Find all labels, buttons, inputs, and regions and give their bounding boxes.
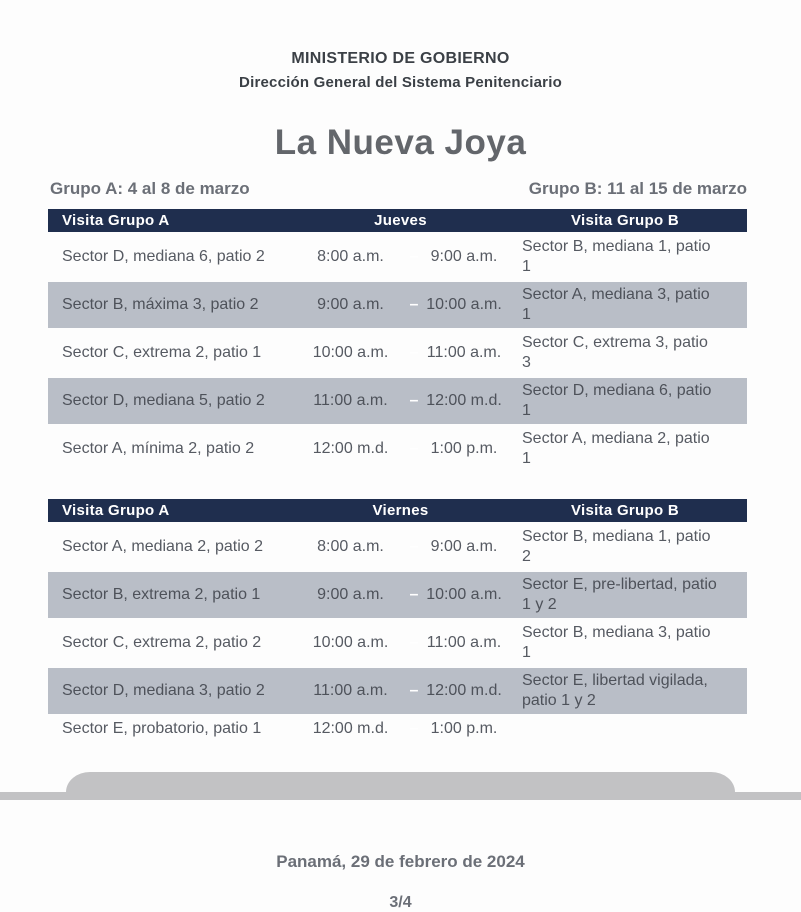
time-separator: – — [409, 344, 419, 361]
column-header-day: Jueves — [374, 212, 427, 229]
group-b-cell: Sector B, mediana 1, patio 1 — [522, 238, 711, 275]
group-b-cell: Sector E, pre-libertad, patio 1 y 2 — [522, 576, 717, 613]
schedule-row — [48, 714, 747, 742]
group-a-cell: Sector E, probatorio, patio 1 — [62, 720, 262, 737]
group-b-cell: Sector B, mediana 1, patio 2 — [522, 528, 711, 565]
end-time-cell: 1:00 p.m. — [430, 720, 498, 737]
time-separator: – — [409, 392, 419, 409]
start-time-cell: 12:00 m.d. — [312, 440, 389, 457]
table-body — [48, 232, 747, 472]
schedule-table-jueves — [48, 209, 747, 472]
schedule-table-viernes — [48, 499, 747, 742]
group-b-cell: Sector D, mediana 6, patio 1 — [522, 382, 712, 419]
group-b-range-label: Grupo B: 11 al 15 de marzo — [528, 179, 747, 198]
table-body — [48, 522, 747, 742]
time-separator: – — [409, 586, 419, 603]
start-time-cell: 8:00 a.m. — [317, 538, 384, 555]
table-header-row — [48, 499, 747, 522]
group-b-cell: Sector A, mediana 3, patio 1 — [522, 286, 710, 323]
schedule-row — [48, 328, 747, 376]
group-a-cell: Sector B, extrema 2, patio 1 — [62, 586, 261, 603]
time-separator: – — [409, 440, 419, 457]
start-time-cell: 9:00 a.m. — [317, 296, 384, 313]
column-header-visita-grupo-a: Visita Grupo A — [62, 502, 170, 519]
start-time-cell: 11:00 a.m. — [313, 682, 388, 699]
page-title: La Nueva Joya — [274, 123, 527, 162]
schedule-row — [48, 666, 747, 714]
footer-date: Panamá, 29 de febrero de 2024 — [276, 852, 525, 871]
column-header-day: Viernes — [372, 502, 429, 519]
group-a-cell: Sector D, mediana 5, patio 2 — [62, 392, 265, 409]
end-time-cell: 9:00 a.m. — [430, 248, 498, 265]
column-header-visita-grupo-a: Visita Grupo A — [62, 212, 170, 229]
start-time-cell: 10:00 a.m. — [312, 344, 389, 361]
end-time-cell: 12:00 m.d. — [426, 392, 502, 409]
time-separator: – — [409, 296, 419, 313]
schedule-row — [48, 232, 747, 280]
group-date-ranges — [50, 179, 747, 199]
end-time-cell: 1:00 p.m. — [430, 440, 498, 457]
time-separator: – — [409, 634, 419, 651]
schedule-row — [48, 376, 747, 424]
time-separator: – — [409, 248, 419, 265]
group-a-cell: Sector B, máxima 3, patio 2 — [62, 296, 259, 313]
column-header-visita-grupo-b: Visita Grupo B — [570, 502, 680, 519]
time-separator: – — [409, 538, 419, 555]
schedule-row — [48, 280, 747, 328]
schedule-row — [48, 570, 747, 618]
group-a-cell: Sector D, mediana 6, patio 2 — [62, 248, 265, 265]
end-time-cell: 12:00 m.d. — [426, 682, 502, 699]
group-b-cell: Sector B, mediana 3, patio 1 — [522, 624, 711, 661]
start-time-cell: 9:00 a.m. — [317, 586, 384, 603]
group-a-cell: Sector C, extrema 2, patio 1 — [62, 344, 262, 361]
table-header-row — [48, 209, 747, 232]
end-time-cell: 9:00 a.m. — [430, 538, 498, 555]
group-a-range-label: Grupo A: 4 al 8 de marzo — [50, 179, 250, 198]
end-time-cell: 10:00 a.m. — [426, 586, 502, 603]
start-time-cell: 10:00 a.m. — [312, 634, 389, 651]
next-page-edge-tab[interactable] — [66, 772, 735, 800]
schedule-row — [48, 618, 747, 666]
org-header — [0, 0, 801, 91]
group-a-cell: Sector C, extrema 2, patio 2 — [62, 634, 262, 651]
end-time-cell: 11:00 a.m. — [426, 344, 502, 361]
group-a-cell: Sector A, mínima 2, patio 2 — [62, 440, 255, 457]
end-time-cell: 11:00 a.m. — [426, 634, 502, 651]
start-time-cell: 8:00 a.m. — [317, 248, 384, 265]
schedule-row — [48, 522, 747, 570]
ministry-name: MINISTERIO DE GOBIERNO — [291, 50, 510, 67]
group-a-cell: Sector D, mediana 3, patio 2 — [62, 682, 265, 699]
time-separator: – — [409, 682, 419, 699]
column-header-visita-grupo-b: Visita Grupo B — [570, 212, 680, 229]
page-number: 3/4 — [389, 894, 412, 911]
end-time-cell: 10:00 a.m. — [426, 296, 502, 313]
group-b-cell: Sector C, extrema 3, patio 3 — [522, 334, 708, 371]
department-name: Dirección General del Sistema Penitenciario — [239, 74, 562, 91]
start-time-cell: 11:00 a.m. — [313, 392, 388, 409]
start-time-cell: 12:00 m.d. — [312, 720, 389, 737]
time-separator: – — [409, 720, 419, 737]
schedule-row — [48, 424, 747, 472]
group-a-cell: Sector A, mediana 2, patio 2 — [62, 538, 264, 555]
group-b-cell: Sector A, mediana 2, patio 1 — [522, 430, 710, 467]
group-b-cell: Sector E, libertad vigilada, patio 1 y 2 — [522, 672, 708, 709]
